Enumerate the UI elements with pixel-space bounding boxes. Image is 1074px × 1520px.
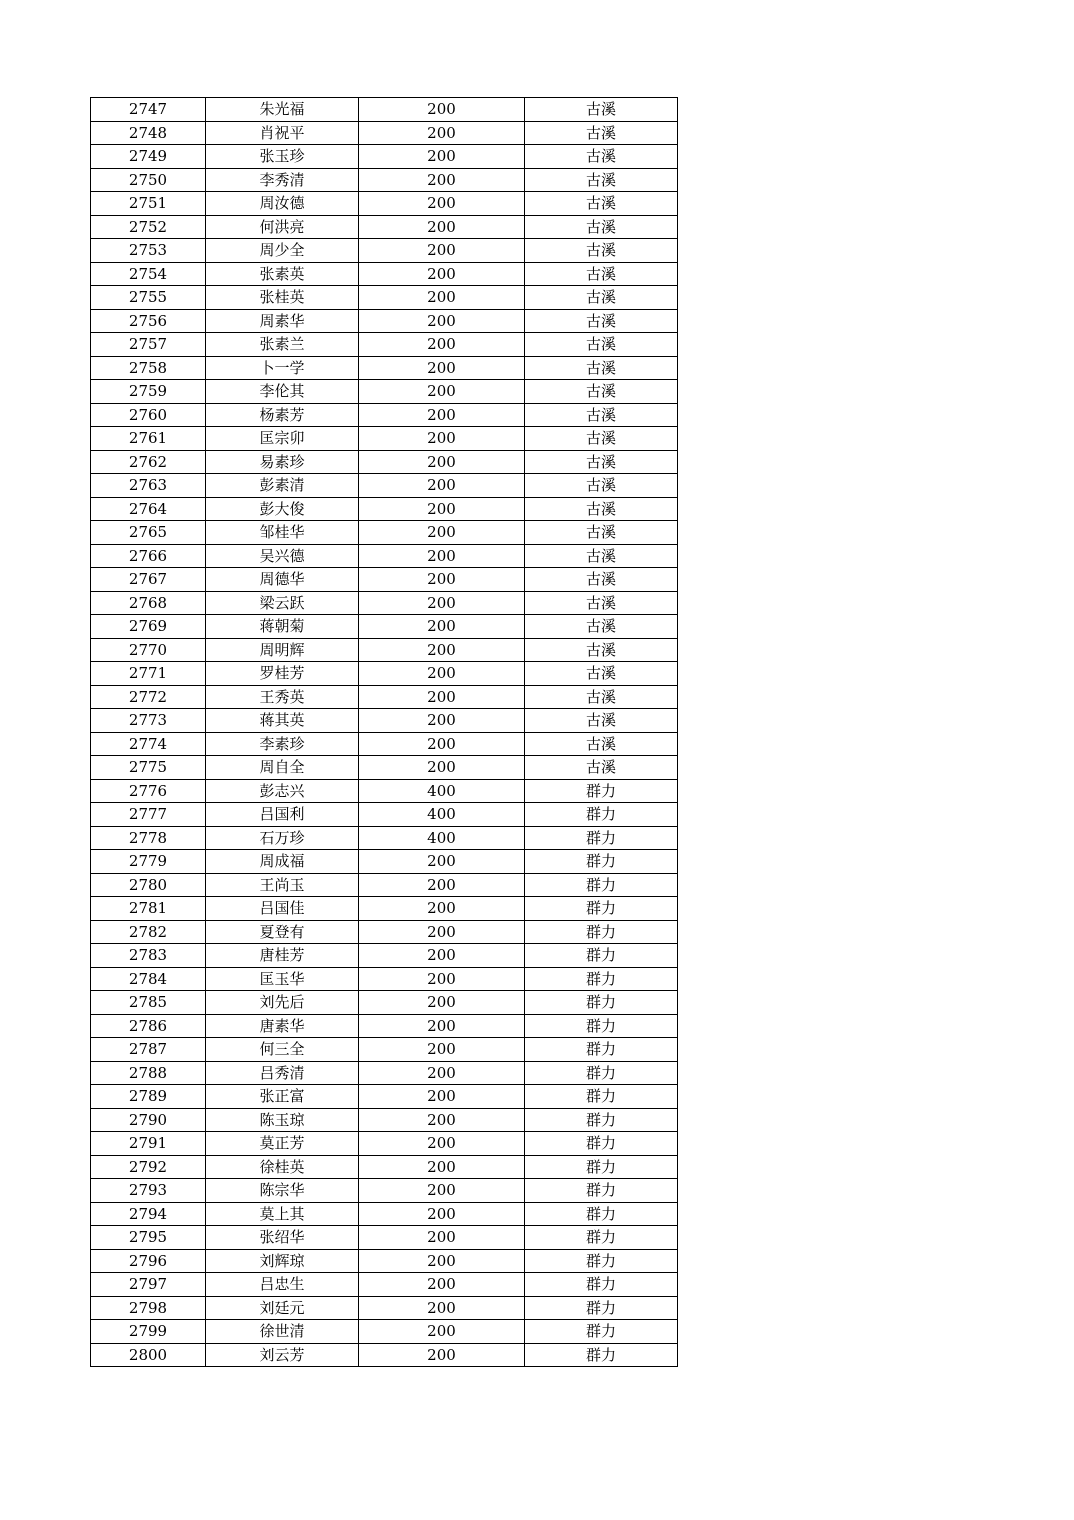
table-row xyxy=(91,803,678,827)
name-cell: 周少全 xyxy=(206,239,359,263)
table-row xyxy=(91,709,678,733)
table-row xyxy=(91,521,678,545)
amount-cell: 200 xyxy=(359,709,525,733)
amount-cell: 200 xyxy=(359,1061,525,1085)
row-number-cell: 2790 xyxy=(91,1108,206,1132)
roster-table-body xyxy=(91,98,678,1367)
place-cell: 古溪 xyxy=(525,568,678,592)
name-cell: 卜一学 xyxy=(206,356,359,380)
row-number-cell: 2769 xyxy=(91,615,206,639)
table-row xyxy=(91,1296,678,1320)
name-cell: 吴兴德 xyxy=(206,544,359,568)
name-cell: 徐世清 xyxy=(206,1320,359,1344)
table-row xyxy=(91,779,678,803)
table-row xyxy=(91,1343,678,1367)
table-row xyxy=(91,145,678,169)
place-cell: 古溪 xyxy=(525,286,678,310)
table-row xyxy=(91,897,678,921)
row-number-cell: 2797 xyxy=(91,1273,206,1297)
place-cell: 群力 xyxy=(525,1202,678,1226)
amount-cell: 200 xyxy=(359,1273,525,1297)
row-number-cell: 2751 xyxy=(91,192,206,216)
row-number-cell: 2776 xyxy=(91,779,206,803)
name-cell: 彭素清 xyxy=(206,474,359,498)
name-cell: 吕国佳 xyxy=(206,897,359,921)
row-number-cell: 2800 xyxy=(91,1343,206,1367)
table-row xyxy=(91,1226,678,1250)
row-number-cell: 2799 xyxy=(91,1320,206,1344)
table-row xyxy=(91,497,678,521)
table-row xyxy=(91,239,678,263)
row-number-cell: 2770 xyxy=(91,638,206,662)
name-cell: 张素兰 xyxy=(206,333,359,357)
place-cell: 古溪 xyxy=(525,192,678,216)
amount-cell: 400 xyxy=(359,826,525,850)
row-number-cell: 2779 xyxy=(91,850,206,874)
place-cell: 群力 xyxy=(525,1226,678,1250)
name-cell: 彭志兴 xyxy=(206,779,359,803)
table-row xyxy=(91,615,678,639)
place-cell: 群力 xyxy=(525,1108,678,1132)
place-cell: 群力 xyxy=(525,991,678,1015)
place-cell: 群力 xyxy=(525,1155,678,1179)
place-cell: 群力 xyxy=(525,1014,678,1038)
table-row xyxy=(91,756,678,780)
name-cell: 匡宗卯 xyxy=(206,427,359,451)
row-number-cell: 2767 xyxy=(91,568,206,592)
row-number-cell: 2753 xyxy=(91,239,206,263)
table-row xyxy=(91,662,678,686)
place-cell: 古溪 xyxy=(525,544,678,568)
table-row xyxy=(91,356,678,380)
place-cell: 群力 xyxy=(525,873,678,897)
name-cell: 张素英 xyxy=(206,262,359,286)
name-cell: 蒋其英 xyxy=(206,709,359,733)
table-row xyxy=(91,732,678,756)
row-number-cell: 2750 xyxy=(91,168,206,192)
place-cell: 群力 xyxy=(525,1343,678,1367)
amount-cell: 200 xyxy=(359,944,525,968)
table-row xyxy=(91,944,678,968)
amount-cell: 200 xyxy=(359,427,525,451)
name-cell: 张绍华 xyxy=(206,1226,359,1250)
amount-cell: 200 xyxy=(359,920,525,944)
place-cell: 古溪 xyxy=(525,756,678,780)
place-cell: 群力 xyxy=(525,1038,678,1062)
name-cell: 刘辉琼 xyxy=(206,1249,359,1273)
amount-cell: 200 xyxy=(359,333,525,357)
amount-cell: 200 xyxy=(359,873,525,897)
amount-cell: 200 xyxy=(359,732,525,756)
name-cell: 梁云跃 xyxy=(206,591,359,615)
name-cell: 何洪亮 xyxy=(206,215,359,239)
row-number-cell: 2796 xyxy=(91,1249,206,1273)
name-cell: 周素华 xyxy=(206,309,359,333)
row-number-cell: 2752 xyxy=(91,215,206,239)
name-cell: 陈宗华 xyxy=(206,1179,359,1203)
amount-cell: 200 xyxy=(359,897,525,921)
row-number-cell: 2784 xyxy=(91,967,206,991)
row-number-cell: 2768 xyxy=(91,591,206,615)
name-cell: 彭大俊 xyxy=(206,497,359,521)
table-row xyxy=(91,873,678,897)
name-cell: 何三全 xyxy=(206,1038,359,1062)
amount-cell: 200 xyxy=(359,544,525,568)
amount-cell: 200 xyxy=(359,991,525,1015)
table-row xyxy=(91,427,678,451)
row-number-cell: 2757 xyxy=(91,333,206,357)
row-number-cell: 2766 xyxy=(91,544,206,568)
row-number-cell: 2758 xyxy=(91,356,206,380)
amount-cell: 200 xyxy=(359,967,525,991)
name-cell: 匡玉华 xyxy=(206,967,359,991)
place-cell: 古溪 xyxy=(525,685,678,709)
table-row xyxy=(91,309,678,333)
table-row xyxy=(91,1249,678,1273)
place-cell: 群力 xyxy=(525,779,678,803)
amount-cell: 200 xyxy=(359,850,525,874)
row-number-cell: 2793 xyxy=(91,1179,206,1203)
table-row xyxy=(91,286,678,310)
amount-cell: 200 xyxy=(359,356,525,380)
amount-cell: 200 xyxy=(359,521,525,545)
place-cell: 古溪 xyxy=(525,497,678,521)
row-number-cell: 2795 xyxy=(91,1226,206,1250)
place-cell: 古溪 xyxy=(525,521,678,545)
row-number-cell: 2792 xyxy=(91,1155,206,1179)
amount-cell: 200 xyxy=(359,662,525,686)
amount-cell: 200 xyxy=(359,568,525,592)
place-cell: 古溪 xyxy=(525,215,678,239)
name-cell: 刘廷元 xyxy=(206,1296,359,1320)
amount-cell: 200 xyxy=(359,380,525,404)
row-number-cell: 2782 xyxy=(91,920,206,944)
name-cell: 张玉珍 xyxy=(206,145,359,169)
place-cell: 古溪 xyxy=(525,427,678,451)
amount-cell: 200 xyxy=(359,591,525,615)
place-cell: 古溪 xyxy=(525,309,678,333)
row-number-cell: 2759 xyxy=(91,380,206,404)
amount-cell: 200 xyxy=(359,1038,525,1062)
place-cell: 古溪 xyxy=(525,356,678,380)
amount-cell: 200 xyxy=(359,685,525,709)
amount-cell: 200 xyxy=(359,1179,525,1203)
place-cell: 古溪 xyxy=(525,662,678,686)
table-row xyxy=(91,638,678,662)
name-cell: 刘先后 xyxy=(206,991,359,1015)
name-cell: 李伦其 xyxy=(206,380,359,404)
table-row xyxy=(91,1061,678,1085)
row-number-cell: 2794 xyxy=(91,1202,206,1226)
place-cell: 群力 xyxy=(525,1061,678,1085)
row-number-cell: 2785 xyxy=(91,991,206,1015)
place-cell: 群力 xyxy=(525,826,678,850)
name-cell: 唐素华 xyxy=(206,1014,359,1038)
row-number-cell: 2764 xyxy=(91,497,206,521)
name-cell: 王尚玉 xyxy=(206,873,359,897)
name-cell: 徐桂英 xyxy=(206,1155,359,1179)
amount-cell: 200 xyxy=(359,98,525,122)
place-cell: 群力 xyxy=(525,1320,678,1344)
place-cell: 古溪 xyxy=(525,450,678,474)
table-row xyxy=(91,262,678,286)
row-number-cell: 2783 xyxy=(91,944,206,968)
name-cell: 易素珍 xyxy=(206,450,359,474)
row-number-cell: 2749 xyxy=(91,145,206,169)
place-cell: 群力 xyxy=(525,897,678,921)
amount-cell: 200 xyxy=(359,1155,525,1179)
place-cell: 群力 xyxy=(525,920,678,944)
row-number-cell: 2787 xyxy=(91,1038,206,1062)
amount-cell: 200 xyxy=(359,1014,525,1038)
table-row xyxy=(91,1155,678,1179)
name-cell: 吕秀清 xyxy=(206,1061,359,1085)
table-row xyxy=(91,1085,678,1109)
name-cell: 莫上其 xyxy=(206,1202,359,1226)
table-row xyxy=(91,920,678,944)
row-number-cell: 2772 xyxy=(91,685,206,709)
table-row xyxy=(91,450,678,474)
table-row xyxy=(91,474,678,498)
amount-cell: 200 xyxy=(359,1108,525,1132)
place-cell: 群力 xyxy=(525,803,678,827)
amount-cell: 200 xyxy=(359,1202,525,1226)
amount-cell: 200 xyxy=(359,403,525,427)
row-number-cell: 2786 xyxy=(91,1014,206,1038)
name-cell: 吕忠生 xyxy=(206,1273,359,1297)
row-number-cell: 2781 xyxy=(91,897,206,921)
table-row xyxy=(91,333,678,357)
table-row xyxy=(91,1038,678,1062)
table-row xyxy=(91,1014,678,1038)
row-number-cell: 2765 xyxy=(91,521,206,545)
place-cell: 群力 xyxy=(525,1296,678,1320)
name-cell: 石万珍 xyxy=(206,826,359,850)
place-cell: 古溪 xyxy=(525,380,678,404)
table-row xyxy=(91,168,678,192)
amount-cell: 200 xyxy=(359,1132,525,1156)
row-number-cell: 2771 xyxy=(91,662,206,686)
table-row xyxy=(91,403,678,427)
place-cell: 古溪 xyxy=(525,403,678,427)
amount-cell: 200 xyxy=(359,1320,525,1344)
place-cell: 古溪 xyxy=(525,239,678,263)
amount-cell: 200 xyxy=(359,1085,525,1109)
place-cell: 古溪 xyxy=(525,709,678,733)
place-cell: 古溪 xyxy=(525,262,678,286)
table-row xyxy=(91,1273,678,1297)
place-cell: 群力 xyxy=(525,1179,678,1203)
amount-cell: 200 xyxy=(359,756,525,780)
name-cell: 杨素芳 xyxy=(206,403,359,427)
row-number-cell: 2760 xyxy=(91,403,206,427)
amount-cell: 200 xyxy=(359,1296,525,1320)
table-row xyxy=(91,991,678,1015)
name-cell: 朱光福 xyxy=(206,98,359,122)
table-row xyxy=(91,685,678,709)
table-row xyxy=(91,215,678,239)
amount-cell: 200 xyxy=(359,262,525,286)
table-row xyxy=(91,1132,678,1156)
amount-cell: 200 xyxy=(359,121,525,145)
place-cell: 古溪 xyxy=(525,615,678,639)
row-number-cell: 2775 xyxy=(91,756,206,780)
table-row xyxy=(91,544,678,568)
place-cell: 群力 xyxy=(525,1249,678,1273)
place-cell: 群力 xyxy=(525,850,678,874)
row-number-cell: 2791 xyxy=(91,1132,206,1156)
place-cell: 古溪 xyxy=(525,145,678,169)
table-row xyxy=(91,121,678,145)
name-cell: 罗桂芳 xyxy=(206,662,359,686)
row-number-cell: 2754 xyxy=(91,262,206,286)
row-number-cell: 2761 xyxy=(91,427,206,451)
name-cell: 周德华 xyxy=(206,568,359,592)
name-cell: 周明辉 xyxy=(206,638,359,662)
row-number-cell: 2780 xyxy=(91,873,206,897)
amount-cell: 400 xyxy=(359,803,525,827)
place-cell: 群力 xyxy=(525,1085,678,1109)
table-row xyxy=(91,591,678,615)
name-cell: 周汝德 xyxy=(206,192,359,216)
amount-cell: 200 xyxy=(359,450,525,474)
amount-cell: 400 xyxy=(359,779,525,803)
row-number-cell: 2762 xyxy=(91,450,206,474)
amount-cell: 200 xyxy=(359,286,525,310)
place-cell: 古溪 xyxy=(525,121,678,145)
row-number-cell: 2789 xyxy=(91,1085,206,1109)
name-cell: 邹桂华 xyxy=(206,521,359,545)
row-number-cell: 2763 xyxy=(91,474,206,498)
table-row xyxy=(91,826,678,850)
name-cell: 陈玉琼 xyxy=(206,1108,359,1132)
name-cell: 肖祝平 xyxy=(206,121,359,145)
place-cell: 古溪 xyxy=(525,98,678,122)
place-cell: 群力 xyxy=(525,967,678,991)
place-cell: 古溪 xyxy=(525,333,678,357)
roster-table xyxy=(90,97,678,1367)
place-cell: 古溪 xyxy=(525,638,678,662)
table-row xyxy=(91,850,678,874)
table-row xyxy=(91,967,678,991)
row-number-cell: 2747 xyxy=(91,98,206,122)
name-cell: 莫正芳 xyxy=(206,1132,359,1156)
place-cell: 古溪 xyxy=(525,168,678,192)
name-cell: 张正富 xyxy=(206,1085,359,1109)
table-row xyxy=(91,1108,678,1132)
table-row xyxy=(91,1179,678,1203)
row-number-cell: 2774 xyxy=(91,732,206,756)
table-row xyxy=(91,1202,678,1226)
table-row xyxy=(91,380,678,404)
amount-cell: 200 xyxy=(359,474,525,498)
place-cell: 群力 xyxy=(525,1273,678,1297)
name-cell: 蒋朝菊 xyxy=(206,615,359,639)
amount-cell: 200 xyxy=(359,1249,525,1273)
amount-cell: 200 xyxy=(359,309,525,333)
place-cell: 古溪 xyxy=(525,732,678,756)
amount-cell: 200 xyxy=(359,145,525,169)
name-cell: 唐桂芳 xyxy=(206,944,359,968)
name-cell: 李秀清 xyxy=(206,168,359,192)
row-number-cell: 2777 xyxy=(91,803,206,827)
name-cell: 王秀英 xyxy=(206,685,359,709)
name-cell: 吕国利 xyxy=(206,803,359,827)
row-number-cell: 2788 xyxy=(91,1061,206,1085)
amount-cell: 200 xyxy=(359,638,525,662)
amount-cell: 200 xyxy=(359,239,525,263)
name-cell: 周成福 xyxy=(206,850,359,874)
amount-cell: 200 xyxy=(359,615,525,639)
row-number-cell: 2773 xyxy=(91,709,206,733)
row-number-cell: 2756 xyxy=(91,309,206,333)
name-cell: 周自全 xyxy=(206,756,359,780)
amount-cell: 200 xyxy=(359,1343,525,1367)
row-number-cell: 2778 xyxy=(91,826,206,850)
name-cell: 刘云芳 xyxy=(206,1343,359,1367)
place-cell: 群力 xyxy=(525,944,678,968)
place-cell: 群力 xyxy=(525,1132,678,1156)
table-row xyxy=(91,98,678,122)
amount-cell: 200 xyxy=(359,1226,525,1250)
table-row xyxy=(91,192,678,216)
row-number-cell: 2798 xyxy=(91,1296,206,1320)
name-cell: 张桂英 xyxy=(206,286,359,310)
name-cell: 夏登有 xyxy=(206,920,359,944)
name-cell: 李素珍 xyxy=(206,732,359,756)
amount-cell: 200 xyxy=(359,192,525,216)
place-cell: 古溪 xyxy=(525,474,678,498)
row-number-cell: 2748 xyxy=(91,121,206,145)
table-row xyxy=(91,568,678,592)
place-cell: 古溪 xyxy=(525,591,678,615)
amount-cell: 200 xyxy=(359,168,525,192)
amount-cell: 200 xyxy=(359,497,525,521)
row-number-cell: 2755 xyxy=(91,286,206,310)
amount-cell: 200 xyxy=(359,215,525,239)
table-row xyxy=(91,1320,678,1344)
